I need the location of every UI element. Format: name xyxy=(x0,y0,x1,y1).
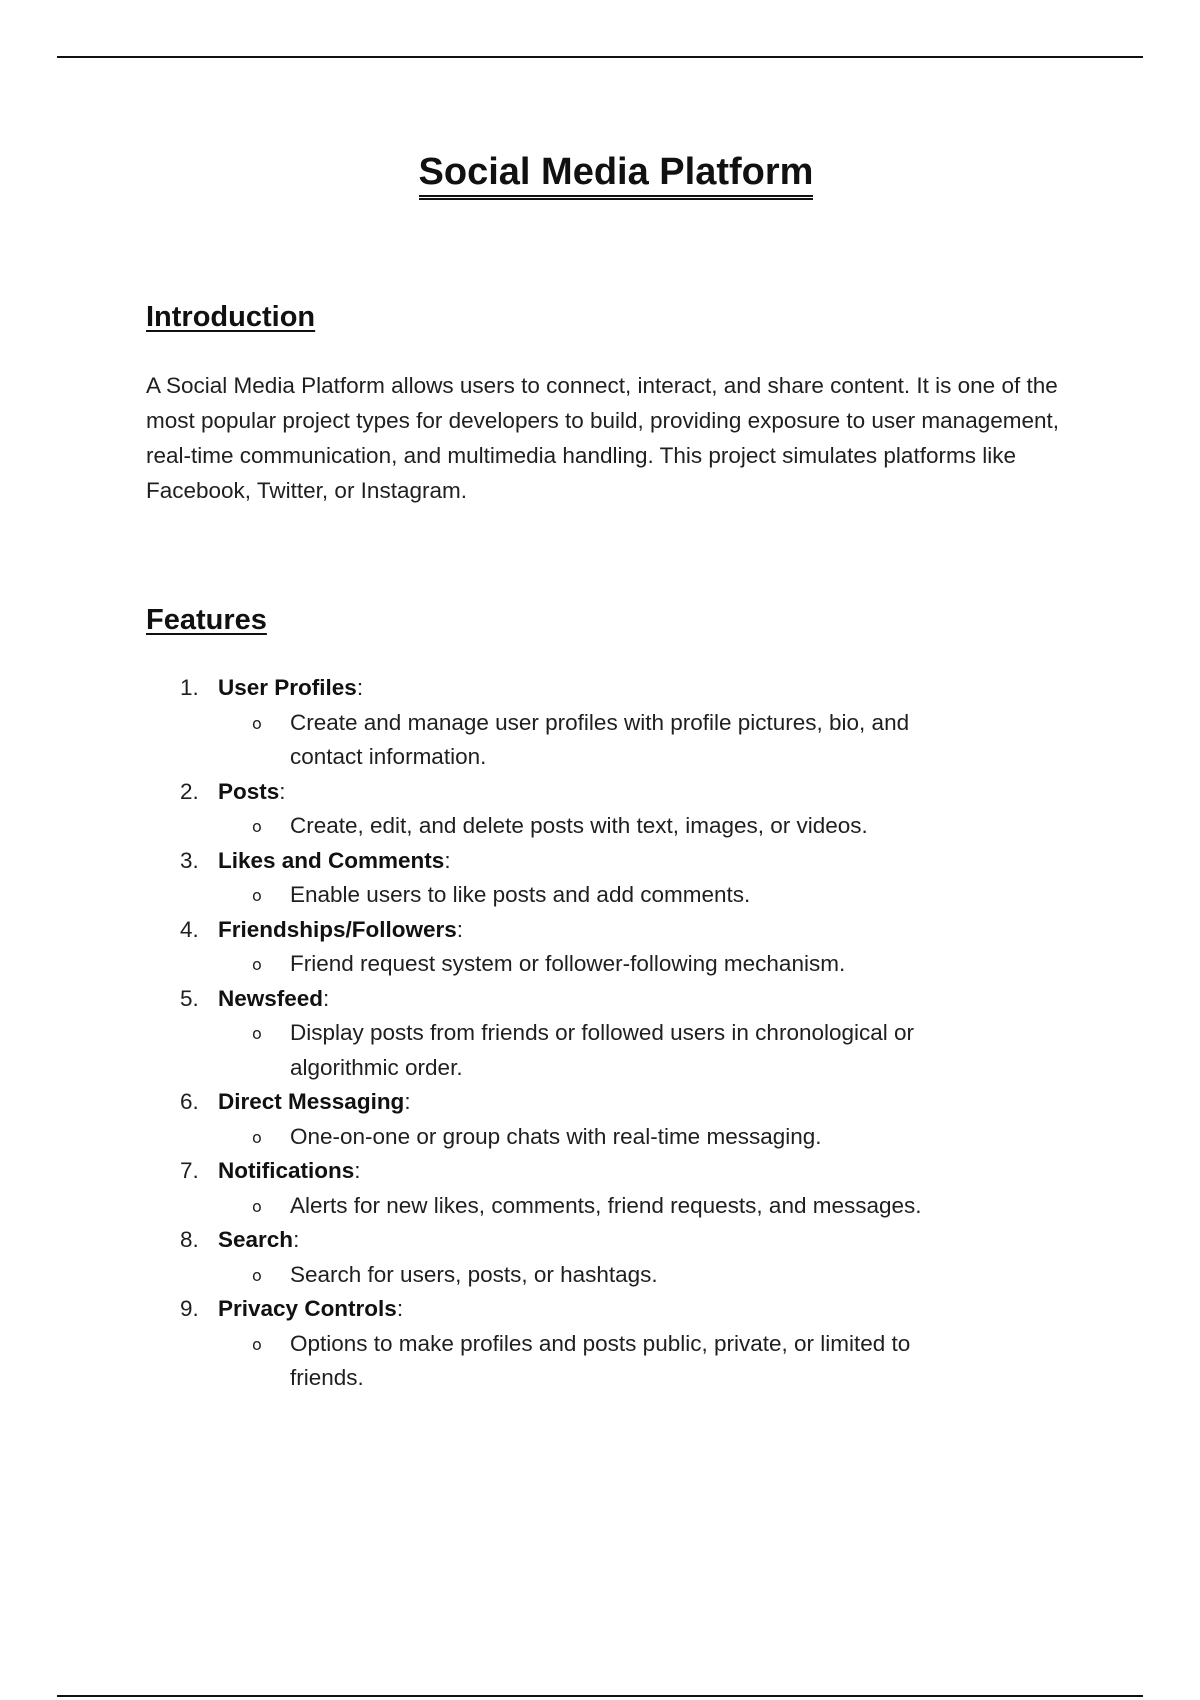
feature-detail xyxy=(218,1016,940,1085)
feature-item xyxy=(146,982,1086,1086)
feature-item xyxy=(146,775,1086,844)
feature-detail-text: Friend request system or follower-following mechanism. xyxy=(290,951,846,976)
sub-bullet-icon: o xyxy=(252,1265,262,1285)
sub-bullet-icon: o xyxy=(252,1127,262,1147)
feature-name: Newsfeed xyxy=(218,985,324,1011)
feature-detail xyxy=(218,1327,940,1396)
feature-suffix: : xyxy=(444,847,451,873)
feature-number: 3. xyxy=(180,847,199,873)
feature-suffix: : xyxy=(323,985,330,1011)
sub-bullet-icon: o xyxy=(252,955,262,974)
features-list xyxy=(146,671,1086,1396)
footer-rule xyxy=(57,1695,1143,1697)
feature-suffix: : xyxy=(404,1089,411,1114)
feature-item xyxy=(146,1223,1086,1292)
feature-item xyxy=(146,844,1086,913)
feature-detail-list xyxy=(218,809,1086,844)
title-container xyxy=(146,150,1086,200)
feature-detail-list xyxy=(218,1189,1086,1224)
feature-name: Friendships/Followers xyxy=(218,916,457,942)
feature-name: Direct Messaging xyxy=(218,1089,405,1114)
sub-bullet-icon: o xyxy=(252,886,262,905)
feature-name: Likes and Comments xyxy=(218,847,445,873)
sub-bullet-icon: o xyxy=(252,1024,262,1043)
document-title: Social Media Platform xyxy=(419,150,814,200)
feature-detail-list xyxy=(218,706,1086,775)
feature-name: User Profiles xyxy=(218,675,357,700)
feature-suffix: : xyxy=(293,1227,300,1252)
feature-number: 9. xyxy=(180,1296,199,1321)
feature-item xyxy=(146,671,1086,775)
feature-number: 1. xyxy=(180,675,199,700)
feature-detail xyxy=(218,1189,940,1224)
feature-suffix: : xyxy=(279,778,286,804)
feature-detail-list xyxy=(218,1258,1086,1293)
feature-detail-text: Create, edit, and delete posts with text, images, or videos. xyxy=(290,813,868,838)
feature-detail-text: Alerts for new likes, comments, friend requests, and messages. xyxy=(290,1192,922,1218)
introduction-paragraph: A Social Media Platform allows users to connect, interact, and share content. It is one of the most popular project types for developers to build, providing exposure to user management, real-time communication, and multimedia handling. This project simulates platforms like Facebook, Twitter, or Instagram. xyxy=(146,373,1060,503)
sub-bullet-icon: o xyxy=(252,1334,262,1354)
feature-name: Search xyxy=(218,1227,294,1252)
feature-item xyxy=(146,913,1086,982)
feature-detail xyxy=(218,947,940,982)
feature-detail-text: Enable users to like posts and add comments. xyxy=(290,882,751,907)
feature-number: 7. xyxy=(180,1158,199,1183)
features-heading: Features xyxy=(146,604,267,636)
feature-detail-text: Search for users, posts, or hashtags. xyxy=(290,1261,658,1287)
feature-suffix: : xyxy=(396,1296,404,1321)
feature-detail xyxy=(218,706,940,775)
feature-item xyxy=(146,1085,1086,1154)
feature-detail-text: One-on-one or group chats with real-time messaging. xyxy=(290,1123,822,1149)
feature-item xyxy=(146,1154,1086,1223)
feature-number: 2. xyxy=(180,778,199,804)
feature-detail-list xyxy=(218,1120,1086,1155)
feature-detail-text: Display posts from friends or followed users in chronological or algorithmic order. xyxy=(290,1020,915,1080)
sub-bullet-icon: o xyxy=(252,1196,262,1216)
feature-detail-list xyxy=(218,1016,1086,1085)
feature-number: 6. xyxy=(180,1089,199,1114)
feature-detail xyxy=(218,1258,940,1293)
feature-detail-text: Options to make profiles and posts public, private, or limited to friends. xyxy=(290,1330,911,1390)
sub-bullet-icon: o xyxy=(252,713,262,733)
feature-suffix: : xyxy=(456,916,464,942)
feature-detail-list xyxy=(218,1327,1086,1396)
feature-number: 5. xyxy=(180,985,199,1011)
feature-suffix: : xyxy=(356,675,364,700)
feature-detail-text: Create and manage user profiles with profile pictures, bio, and contact information. xyxy=(290,709,910,769)
feature-number: 8. xyxy=(180,1227,199,1252)
feature-detail xyxy=(218,809,940,844)
sub-bullet-icon: o xyxy=(252,817,262,836)
feature-suffix: : xyxy=(354,1158,361,1183)
header-rule xyxy=(57,56,1143,58)
feature-detail xyxy=(218,878,940,913)
introduction-heading: Introduction xyxy=(146,301,316,333)
feature-name: Notifications xyxy=(218,1158,355,1183)
feature-name: Privacy Controls xyxy=(218,1296,397,1321)
feature-item xyxy=(146,1292,1086,1396)
feature-detail-list xyxy=(218,878,1086,913)
feature-number: 4. xyxy=(180,916,199,942)
feature-detail xyxy=(218,1120,940,1155)
feature-name: Posts xyxy=(218,778,280,804)
feature-detail-list xyxy=(218,947,1086,982)
